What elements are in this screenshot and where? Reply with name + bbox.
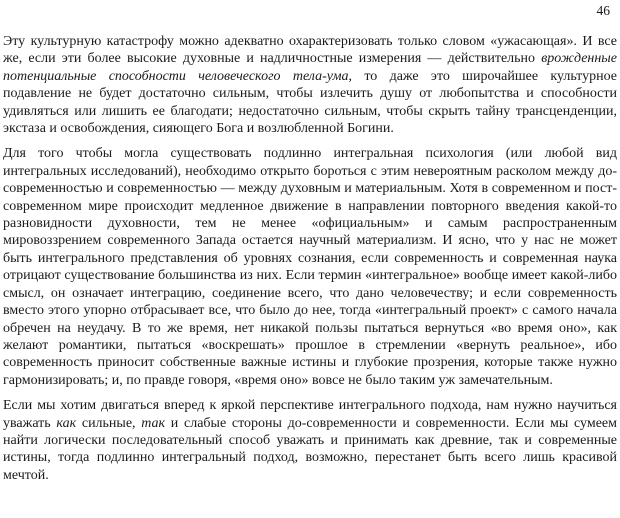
paragraph [3,397,617,484]
italic-text-run: как [56,415,77,431]
text-run: Для того чтобы могла существовать подлинно интегральная психология (или любой вид интегральных исследований), необходимо открыто бороться с этим невероятным расколом между до-современностью и современностью — между духовным и материальным. Хотя в современном и пост-современном мире происходит медленное движение в направлении повторного введения какой-то разновидности духовности, тем не менее «официальным» и самым распространенным мировоззрением современного Запада остается научный материализм. И ясно, что у нас не может быть интегрального представления об уровнях сознания, если современность и современная наука отрицают существование большинства из них. Если термин «интегральное» вообще имеет какой-либо смысл, он означает интеграцию, соединение всего, что дано человечеству; и если современность вместо этого упорно отбрасывает все, что было до нее, тогда «интегральный проект» с самого начала обречен на неудачу. В то же время, нет никакой пользы пытаться вернуться «во время оно», как желают романтики, пытаться «воскрешать» прошлое в стремлении «вернуть реальное», ибо современность приносит собственные важные истины и глубокие прозрения, которые также нужно гармонизировать; и, по правде говоря, «время оно» вовсе не было таким уж замечательным. [3,146,617,388]
text-body [3,33,617,484]
text-run: Если мы хотим двигаться вперед к яркой перспективе интегрального подхода, нам нужно научиться уважать [3,398,617,431]
text-run: и слабые стороны до-современности и современности. Если мы сумеем найти логически последовательный способ уважать и принимать как древние, так и современные истины, тогда подлинно интегральный подход, возможно, перестанет быть всего лишь красивой мечтой. [3,415,617,483]
paragraph [3,145,617,389]
page-number: 46 [596,3,610,18]
italic-text-run: так [141,415,166,431]
text-run: , то даже это широчайшее культурное подавление не будет достаточно сильным, чтобы излечить душу от любопытства и способности удивляться или лишить ее благодати; недостаточно сильным, чтобы скрыть тайну трансценденции, экстаза и освобождения, сияющего Бога и возлюбленной Богини. [3,68,617,137]
italic-text-run: врожденные потенциальные способности человеческого тела-ума [3,51,617,84]
text-run: сильные, [76,415,142,431]
text-run: Эту культурную катастрофу можно адекватно охарактеризовать только словом «ужасающая». И все же, если эти более высокие духовные и надличностные измерения — действительно [3,34,617,67]
paragraph [3,33,617,137]
